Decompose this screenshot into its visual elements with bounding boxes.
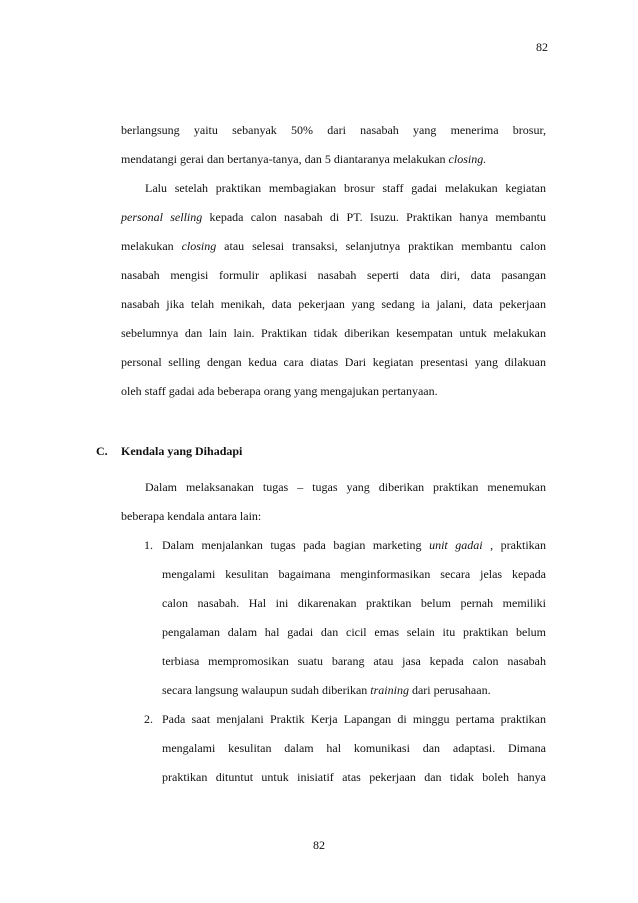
para1-line-1: berlangsung yaitu sebanyak 50% dari nasabah yang menerima brosur, — [121, 123, 546, 137]
para2-text-1: kepada calon nasabah di PT. Isuzu. Praktikan hanya membantu — [202, 210, 546, 224]
item1-emphasis-1: unit gadai — [429, 538, 483, 552]
para3-line-1: Dalam melaksanakan tugas – tugas yang diberikan praktikan menemukan — [145, 480, 546, 494]
para2-line-1: Lalu setelah praktikan membagiakan brosur staff gadai melakukan kegiatan — [145, 181, 546, 195]
para2-line-5: nasabah jika telah menikah, data pekerjaan yang sedang ia jalani, data pekerjaan — [121, 297, 546, 311]
para2-text-3: atau selesai transaksi, selanjutnya praktikan membantu calon — [216, 239, 546, 253]
list-item-2-line-2: mengalami kesulitan dalam hal komunikasi dan adaptasi. Dimana — [162, 741, 546, 755]
item1-text-2: , praktikan — [482, 538, 546, 552]
list-item-2-number: 2. — [144, 712, 153, 726]
para1-emphasis: closing. — [448, 152, 487, 166]
para2-line-2 — [121, 209, 546, 225]
list-item-2-line-1: Pada saat menjalani Praktik Kerja Lapangan di minggu pertama praktikan — [162, 712, 546, 726]
para2-emphasis-2: closing — [181, 239, 217, 253]
list-item-1-line-6 — [162, 682, 491, 698]
para2-emphasis-1: personal selling — [121, 210, 203, 224]
item1-text-1: Dalam menjalankan tugas pada bagian marketing — [162, 538, 430, 552]
list-item-1-line-2: mengalami kesulitan bagaimana menginformasikan secara jelas kepada — [162, 567, 546, 581]
para2-line-3 — [121, 238, 546, 254]
page-number-top: 82 — [536, 40, 548, 54]
para3-line-2: beberapa kendala antara lain: — [121, 509, 262, 523]
list-item-1-line-1 — [162, 537, 546, 553]
para1-text: mendatangi gerai dan bertanya-tanya, dan 5 diantaranya melakukan — [121, 152, 449, 166]
section-title: Kendala yang Dihadapi — [121, 444, 243, 458]
list-item-1-line-5: terbiasa mempromosikan suatu barang atau jasa kepada calon nasabah — [162, 654, 546, 668]
item1-text-3: secara langsung walaupun sudah diberikan — [162, 683, 371, 697]
para2-line-6: sebelumnya dan lain lain. Praktikan tidak diberikan kesempatan untuk melakukan — [121, 326, 546, 340]
para2-text-2: melakukan — [121, 239, 182, 253]
list-item-1-line-3: calon nasabah. Hal ini dikarenakan praktikan belum pernah memiliki — [162, 596, 546, 610]
list-item-1-line-4: pengalaman dalam hal gadai dan cicil emas selain itu praktikan belum — [162, 625, 546, 639]
page-number-bottom: 82 — [313, 838, 325, 852]
section-label: C. — [96, 444, 108, 458]
para1-line-2 — [121, 151, 486, 167]
para2-line-7: personal selling dengan kedua cara diatas Dari kegiatan presentasi yang dilakuan — [121, 355, 546, 369]
list-item-1-number: 1. — [144, 538, 153, 552]
para2-line-4: nasabah mengisi formulir aplikasi nasabah seperti data diri, data pasangan — [121, 268, 546, 282]
para2-line-8: oleh staff gadai ada beberapa orang yang mengajukan pertanyaan. — [121, 384, 438, 398]
list-item-2-line-3: praktikan dituntut untuk inisiatif atas pekerjaan dan tidak boleh hanya — [162, 770, 546, 784]
item1-text-4: dari perusahaan. — [408, 683, 491, 697]
item1-emphasis-2: training — [370, 683, 409, 697]
